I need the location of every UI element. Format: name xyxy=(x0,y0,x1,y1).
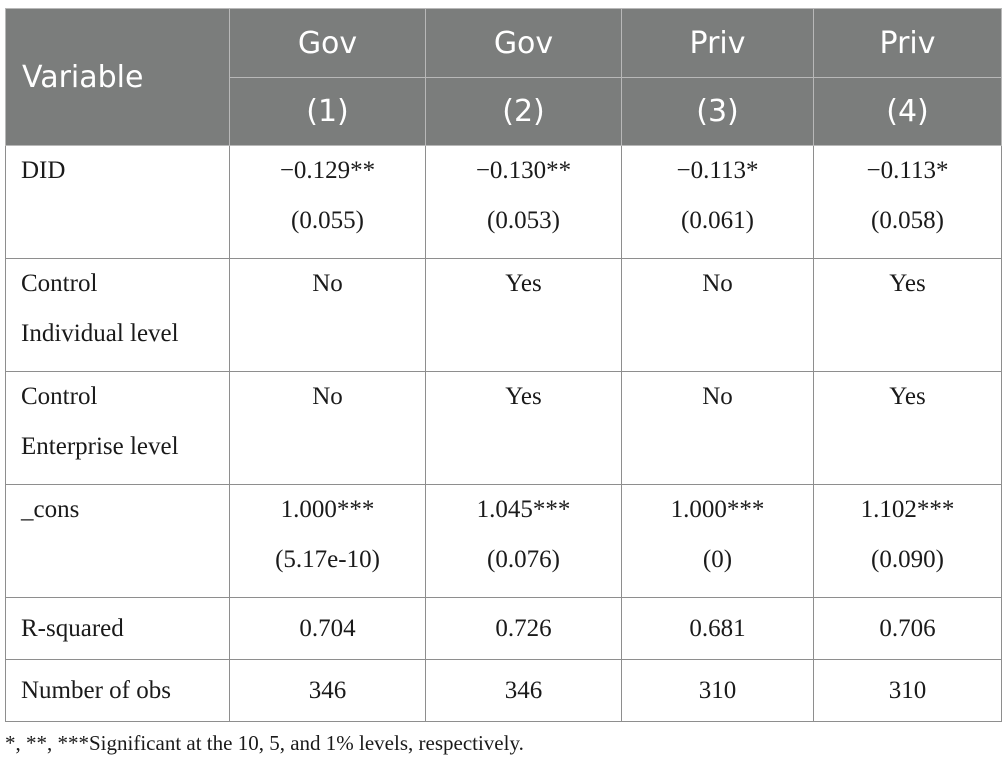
cell-value: No xyxy=(312,383,343,410)
table-footnote: *, **, ***Significant at the 10, 5, and 1% levels, respectively. xyxy=(5,731,524,755)
cell-value: 310 xyxy=(698,677,737,704)
row-label-line: Individual level xyxy=(21,320,179,347)
coefficient: −0.113* xyxy=(676,157,759,184)
standard-error: (0.061) xyxy=(681,207,754,234)
standard-error: (0.055) xyxy=(291,207,364,234)
coefficient: −0.129** xyxy=(279,157,376,184)
coefficient: 1.000*** xyxy=(280,496,375,523)
table-row-cons xyxy=(6,485,1002,598)
cell-value: 346 xyxy=(504,677,543,704)
table-row-r-squared xyxy=(6,598,1002,660)
standard-error: (0.058) xyxy=(871,207,944,234)
table-cell xyxy=(814,259,1002,372)
row-label xyxy=(6,485,230,598)
cell-value: 310 xyxy=(888,677,927,704)
row-label-line: DID xyxy=(21,157,66,184)
table-header xyxy=(6,9,1002,146)
coefficient: −0.130** xyxy=(475,157,572,184)
table-cell xyxy=(622,146,814,259)
cell-value: 0.704 xyxy=(299,615,356,642)
coefficient: −0.113* xyxy=(866,157,949,184)
group-header-4: Priv xyxy=(814,9,1002,78)
row-label xyxy=(6,146,230,259)
row-label-line: Control xyxy=(21,270,98,297)
row-label xyxy=(6,372,230,485)
header-row-groups xyxy=(6,9,1002,78)
table-cell xyxy=(622,259,814,372)
cell-value: Yes xyxy=(889,270,926,297)
table-body xyxy=(6,146,1002,722)
table-cell xyxy=(426,598,622,660)
cell-value: 346 xyxy=(308,677,347,704)
row-label xyxy=(6,598,230,660)
table-cell xyxy=(230,259,426,372)
model-header-1: (1) xyxy=(230,78,426,146)
cell-value: No xyxy=(702,383,733,410)
row-label-line: Number of obs xyxy=(21,677,171,704)
table-cell xyxy=(426,146,622,259)
table-row-did xyxy=(6,146,1002,259)
cell-value: 0.681 xyxy=(689,615,746,642)
variable-column-header: Variable xyxy=(6,9,230,146)
table-row-control-individual xyxy=(6,259,1002,372)
cell-value: 0.726 xyxy=(495,615,552,642)
group-header-1: Gov xyxy=(230,9,426,78)
coefficient: 1.102*** xyxy=(860,496,955,523)
row-label-line: R-squared xyxy=(21,615,124,642)
table-cell xyxy=(622,598,814,660)
table-cell xyxy=(230,598,426,660)
table-cell xyxy=(426,660,622,722)
model-header-2: (2) xyxy=(426,78,622,146)
table-cell xyxy=(814,372,1002,485)
standard-error: (0.076) xyxy=(487,546,560,573)
cell-value: No xyxy=(312,270,343,297)
coefficient: 1.000*** xyxy=(670,496,765,523)
table-cell xyxy=(622,485,814,598)
table-cell xyxy=(622,372,814,485)
group-header-2: Gov xyxy=(426,9,622,78)
table-cell xyxy=(814,660,1002,722)
table-cell xyxy=(814,598,1002,660)
row-label-line: _cons xyxy=(21,496,80,523)
table-cell xyxy=(230,485,426,598)
table-cell xyxy=(814,485,1002,598)
standard-error: (0.090) xyxy=(871,546,944,573)
table-cell xyxy=(426,372,622,485)
group-header-3: Priv xyxy=(622,9,814,78)
cell-value: Yes xyxy=(889,383,926,410)
table-cell xyxy=(622,660,814,722)
table-cell xyxy=(426,485,622,598)
row-label xyxy=(6,660,230,722)
cell-value: Yes xyxy=(505,383,542,410)
standard-error: (0.053) xyxy=(487,207,560,234)
cell-value: Yes xyxy=(505,270,542,297)
row-label-line: Control xyxy=(21,383,98,410)
table-cell xyxy=(230,372,426,485)
model-header-3: (3) xyxy=(622,78,814,146)
model-header-4: (4) xyxy=(814,78,1002,146)
table-cell xyxy=(230,660,426,722)
standard-error: (0) xyxy=(702,546,733,573)
standard-error: (5.17e-10) xyxy=(275,546,380,573)
regression-results-table xyxy=(5,8,1002,722)
row-label xyxy=(6,259,230,372)
cell-value: 0.706 xyxy=(879,615,936,642)
table-cell xyxy=(426,259,622,372)
coefficient: 1.045*** xyxy=(476,496,571,523)
table-row-control-enterprise xyxy=(6,372,1002,485)
row-label-line: Enterprise level xyxy=(21,433,179,460)
cell-value: No xyxy=(702,270,733,297)
table-cell xyxy=(230,146,426,259)
table-cell xyxy=(814,146,1002,259)
table-row-number-of-obs xyxy=(6,660,1002,722)
